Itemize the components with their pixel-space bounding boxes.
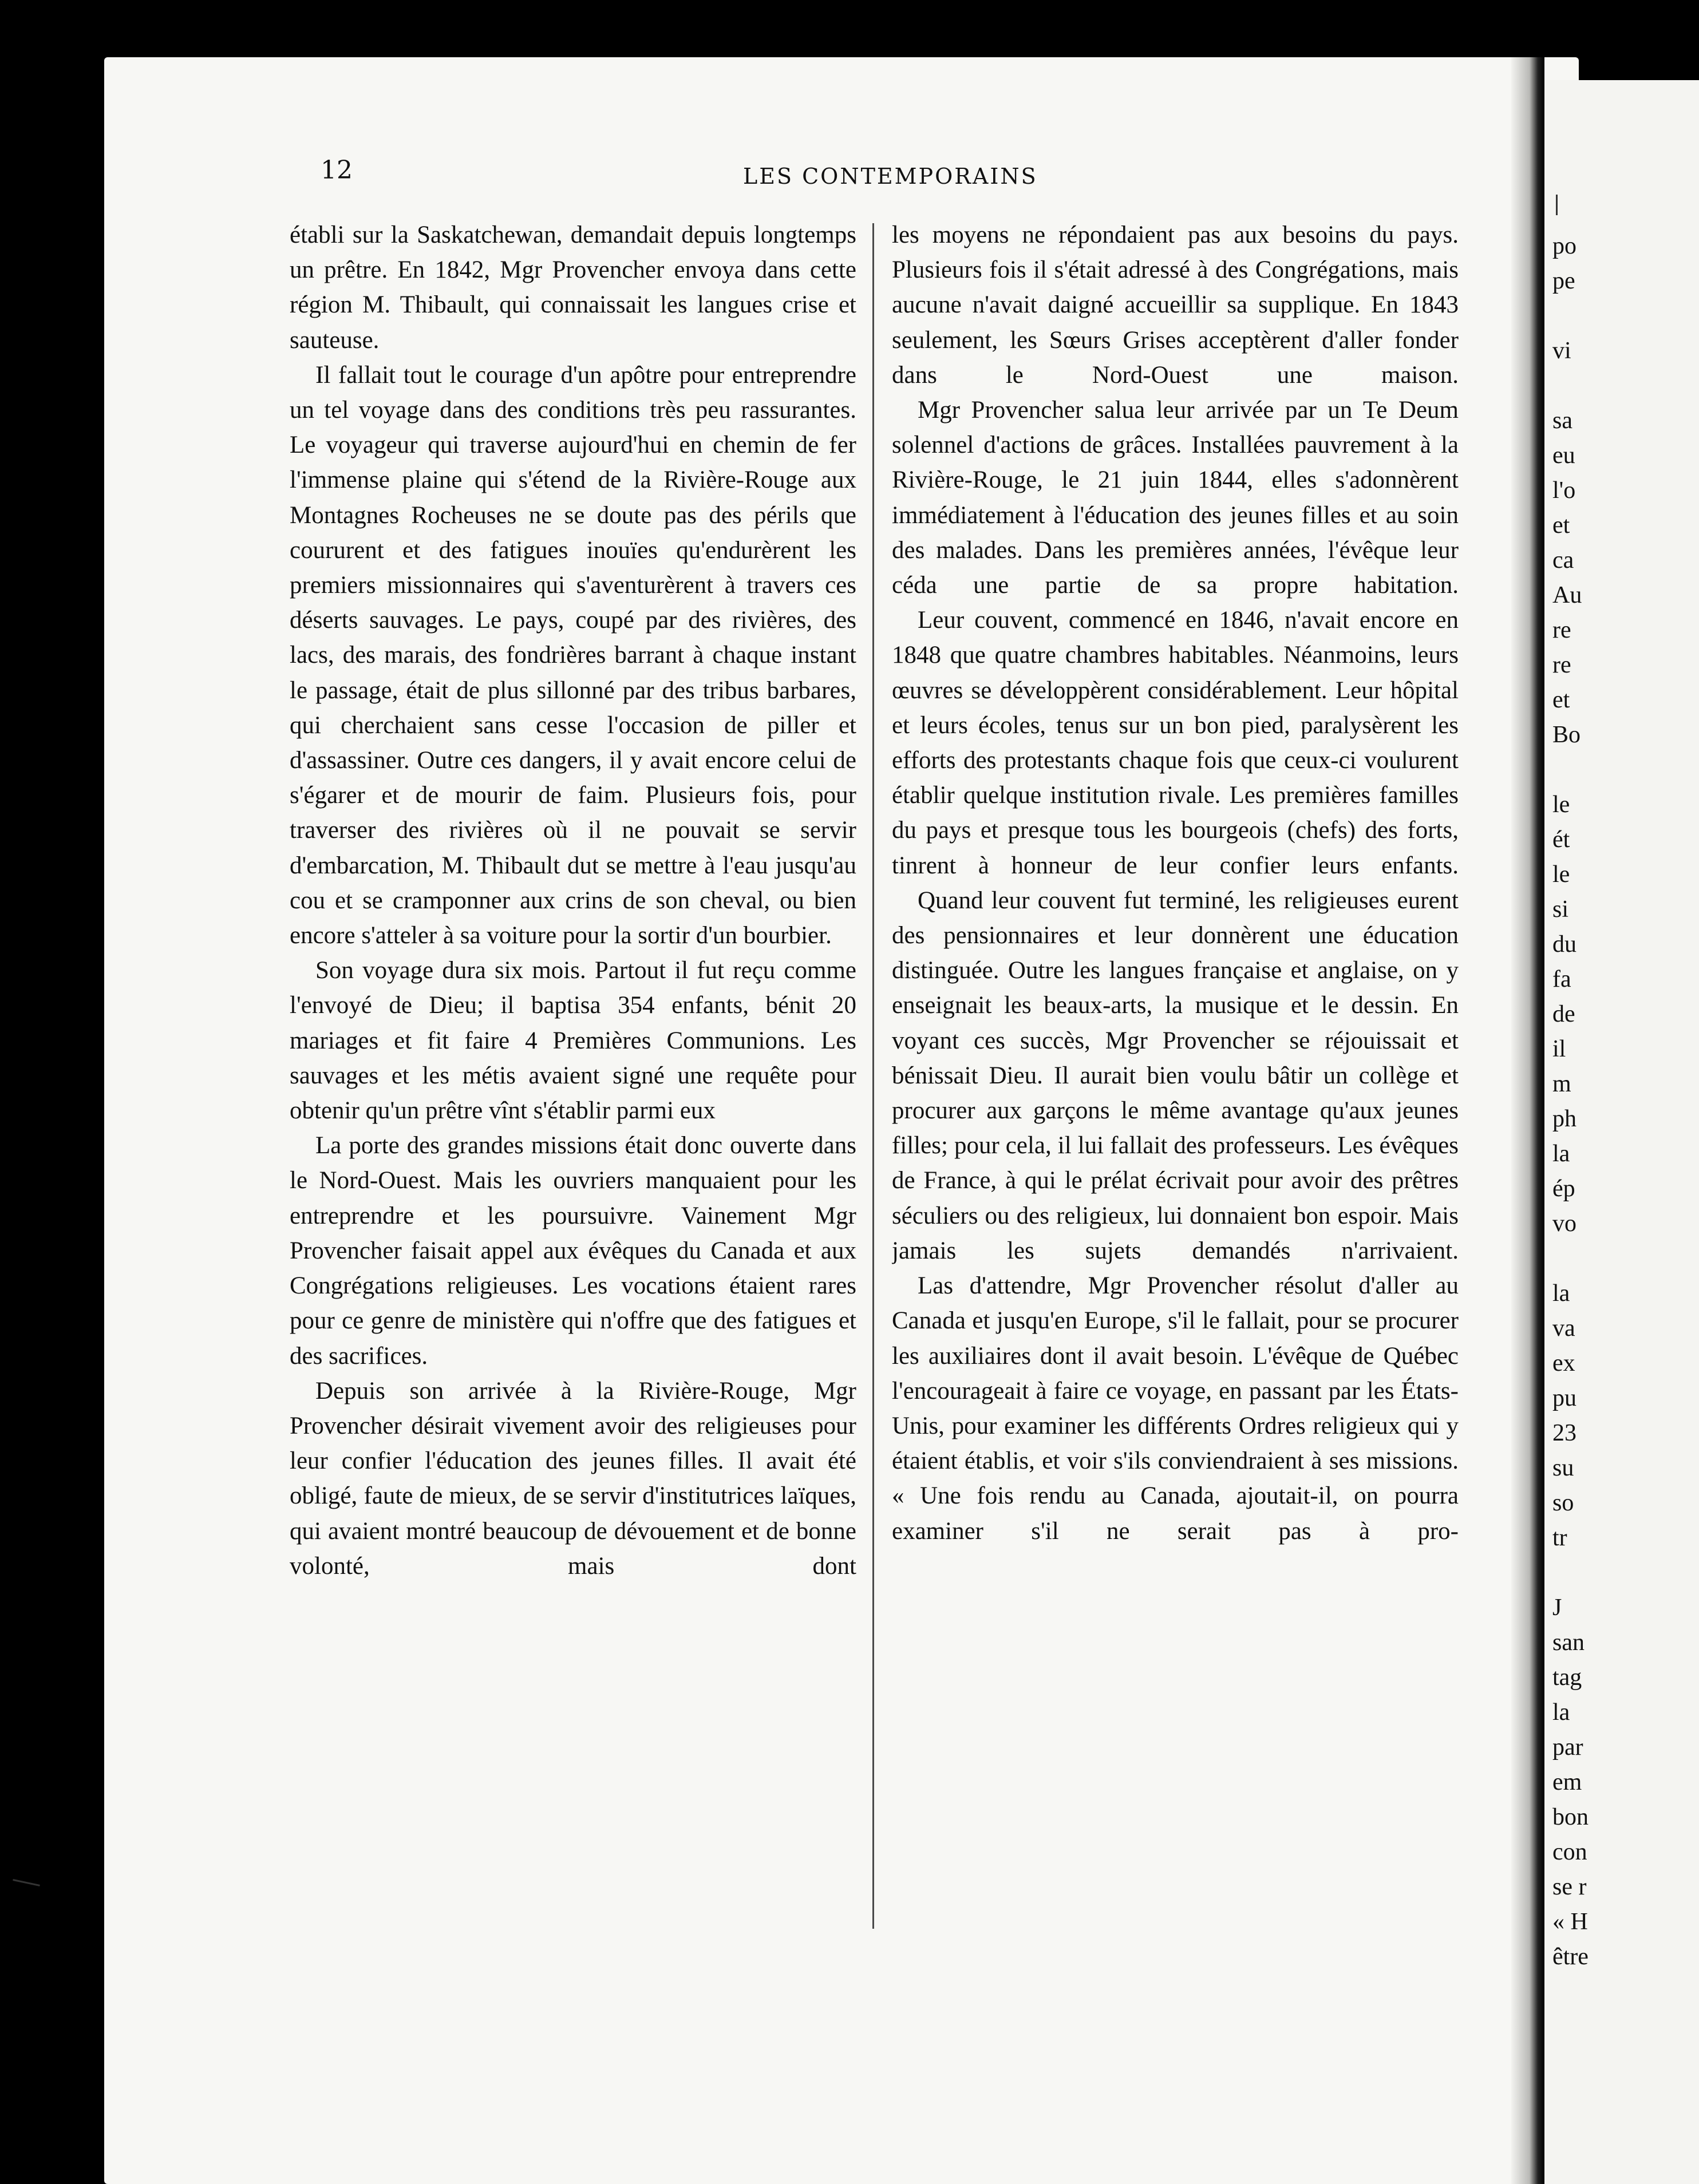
- text-column-right: [892, 217, 1459, 1929]
- column-divider: [872, 223, 874, 1929]
- paragraph: Mgr Provencher salua leur arrivée par un Te Deum solennel d'actions de grâces. Installées pauvrement à la Rivière-Rouge, le 21 juin 1844, elles s'adonnèrent immédiatement à l'éducation des jeunes filles et au soin des malades. Dans les premières années, l'évêque leur céda une partie de sa propre habitation.: [892, 397, 1459, 599]
- paragraph: Depuis son arrivée à la Rivière-Rouge, Mgr Provencher désirait vivement avoir des religieuses pour leur confier l'éducation des jeunes filles. Il avait été obligé, faute de mieux, de se servir d'institutrices laïques, qui avaient montré beaucoup de dévouement et de bonne volonté, mais dont: [290, 1377, 856, 1580]
- facing-page-text-fragment: po pe vi sa eu l'o et ca Au re re et Bo le ét le si du fa de il m ph la ép vo la va ex pu 23 su so tr J san tag la par em bon con se r « H être: [1552, 233, 1589, 1970]
- paragraph: Leur couvent, commencé en 1846, n'avait encore en 1848 que quatre chambres habitables. Néanmoins, leurs œuvres se développèrent considérablement. Leur hôpital et leurs écoles, tenus sur un bon pied, paralysèrent les efforts des protestants chaque fois que ceux-ci voulurent établir quelque institution rivale. Les premières familles du pays et presque tous les bourgeois (chefs) des forts, tinrent à honneur de leur confier leurs enfants.: [892, 607, 1459, 879]
- running-head: LES CONTEMPORAINS: [743, 164, 1038, 189]
- text-column-left: [290, 217, 856, 1929]
- paragraph: établi sur la Saskatchewan, demandait depuis longtemps un prêtre. En 1842, Mgr Provencher envoya dans cette région M. Thibault, qui connaissait les langues crise et sauteuse.: [290, 221, 856, 354]
- page-fold-shadow: [1511, 57, 1544, 2184]
- paragraph: Las d'attendre, Mgr Provencher résolut d'aller au Canada et jusqu'en Europe, s'il le fallait, pour se procurer les auxiliaires dont il avait besoin. L'évêque de Québec l'encourageait à faire ce voyage, en passant par les États-Unis, pour examiner les différents Ordres religieux qui y étaient établis, et voir s'ils conviendraient à ses missions. « Une fois rendu au Canada, ajoutait-il, on pourra examiner s'il ne serait pas à pro-: [892, 1272, 1459, 1545]
- paragraph: les moyens ne répondaient pas aux besoins du pays. Plusieurs fois il s'était adressé à des Congrégations, mais aucune n'avait daigné accueillir sa supplique. En 1843 seulement, les Sœurs Grises acceptèrent d'aller fonder dans le Nord-Ouest une maison.: [892, 221, 1459, 389]
- scan-mark: [1556, 195, 1558, 215]
- paragraph: Quand leur couvent fut terminé, les religieuses eurent des pensionnaires et leur donnèrent une éducation distinguée. Outre les langues française et anglaise, on y enseignait les beaux-arts, la musique et le dessin. En voyant ces succès, Mgr Provencher se réjouissait et bénissait Dieu. Il aurait bien voulu bâtir un collège et procurer aux garçons le même avantage qu'aux jeunes filles; pour cela, il lui fallait des professeurs. Les évêques de France, à qui le prélat écrivait pour avoir des prêtres séculiers ou des religieux, lui donnaient bon espoir. Mais jamais les sujets demandés n'arrivaient.: [892, 887, 1459, 1264]
- paragraph: Il fallait tout le courage d'un apôtre pour entreprendre un tel voyage dans des conditions très peu rassurantes. Le voyageur qui traverse aujourd'hui en chemin de fer l'immense plaine qui s'étend de la Rivière-Rouge aux Montagnes Rocheuses ne se doute pas des périls que coururent et des fatigues inouïes qu'endurèrent les premiers missionnaires qui s'aventurèrent à travers ces déserts sauvages. Le pays, coupé par des rivières, des lacs, des marais, des fondrières barrant à chaque instant le passage, était de plus sillonné par des tribus barbares, qui cherchaient sans cesse l'occasion de piller et d'assassiner. Outre ces dangers, il y avait encore celui de s'égarer et de mourir de faim. Plusieurs fois, pour traverser des rivières où il ne pouvait se servir d'embarcation, M. Thibault dut se mettre à l'eau jusqu'au cou et se cramponner aux crins de son cheval, ou bien encore s'atteler à sa voiture pour la sortir d'un bourbier.: [290, 361, 856, 949]
- paragraph: Son voyage dura six mois. Partout il fut reçu comme l'envoyé de Dieu; il baptisa 354 enfants, bénit 20 mariages et fit faire 4 Premières Communions. Les sauvages et les métis avaient signé une requête pour obtenir qu'un prêtre vînt s'établir parmi eux: [290, 957, 856, 1125]
- page-number: 12: [321, 156, 353, 185]
- paragraph: La porte des grandes missions était donc ouverte dans le Nord-Ouest. Mais les ouvriers manquaient pour les entreprendre et les poursuivre. Vainement Mgr Provencher faisait appel aux évêques du Canada et aux Congrégations religieuses. Les vocations étaient rares pour ce genre de ministère qui n'offre que des fatigues et des sacrifices.: [290, 1132, 856, 1370]
